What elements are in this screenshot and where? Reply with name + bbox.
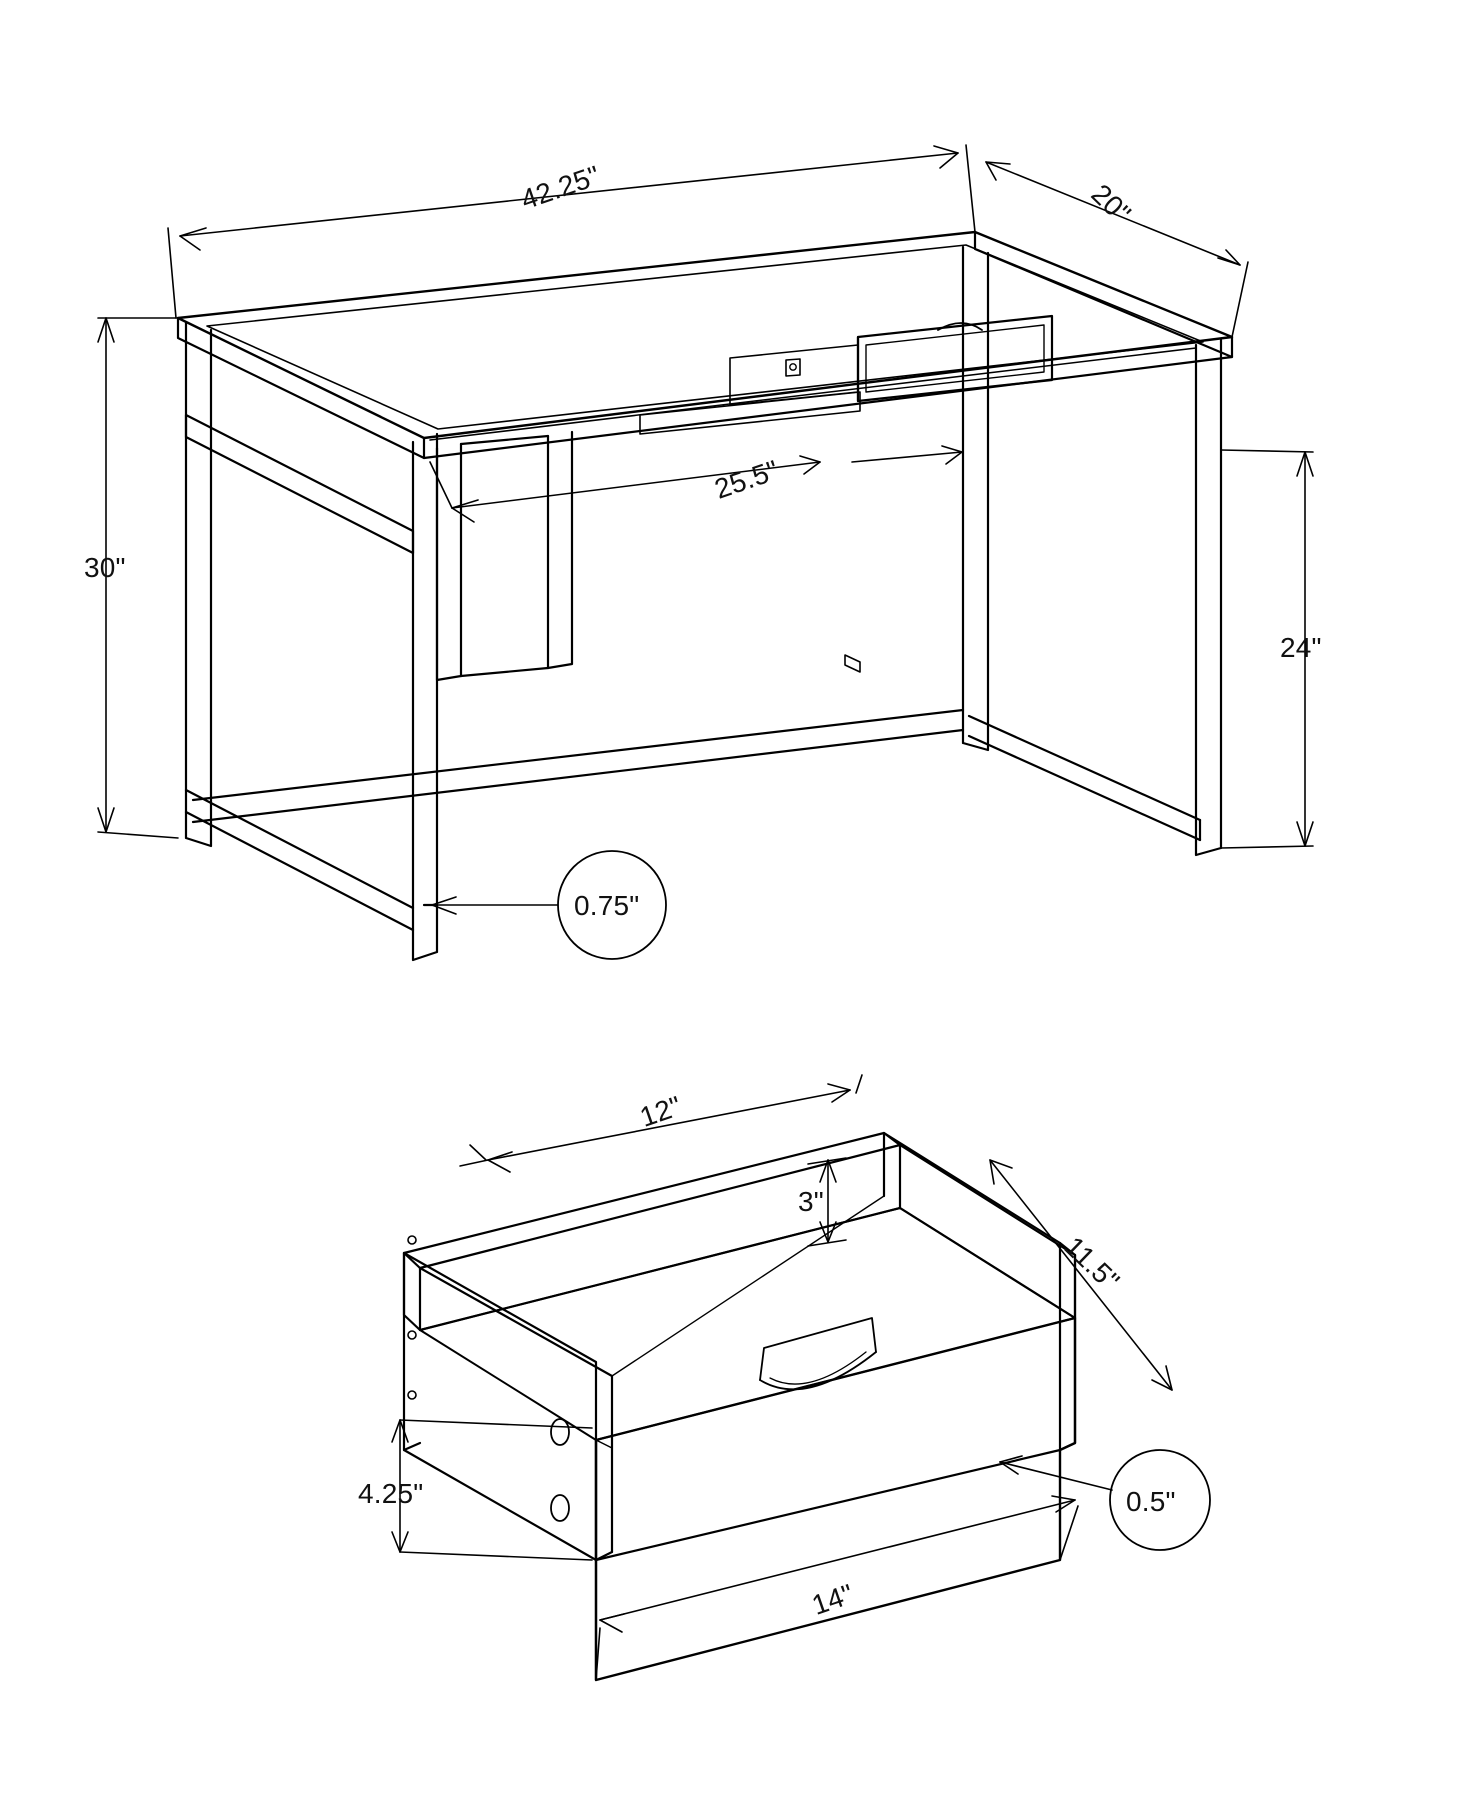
drawer-dimension-lines [392,1075,1210,1680]
dim-drawer-front-height: 4.25" [358,1478,424,1509]
dim-desk-clearance: 24" [1280,632,1322,663]
dim-drawer-inner-height: 3" [798,1186,824,1217]
desk-figure [178,232,1232,960]
dim-desk-width: 42.25" [517,159,604,216]
drawer-figure [404,1133,1075,1680]
dim-drawer-inner-depth: 11.5" [1058,1230,1126,1297]
dim-drawer-front-width: 14" [807,1578,858,1621]
dim-desk-tube-thickness: 0.75" [574,890,640,921]
dim-desk-depth: 20" [1085,178,1137,230]
desk-dimension-lines [98,145,1313,959]
dim-desk-height: 30" [84,552,126,583]
dim-drawer-panel-thickness: 0.5" [1126,1486,1176,1517]
dim-desk-inner-width: 25.5" [710,454,783,505]
dim-drawer-inner-width: 12" [635,1090,686,1133]
